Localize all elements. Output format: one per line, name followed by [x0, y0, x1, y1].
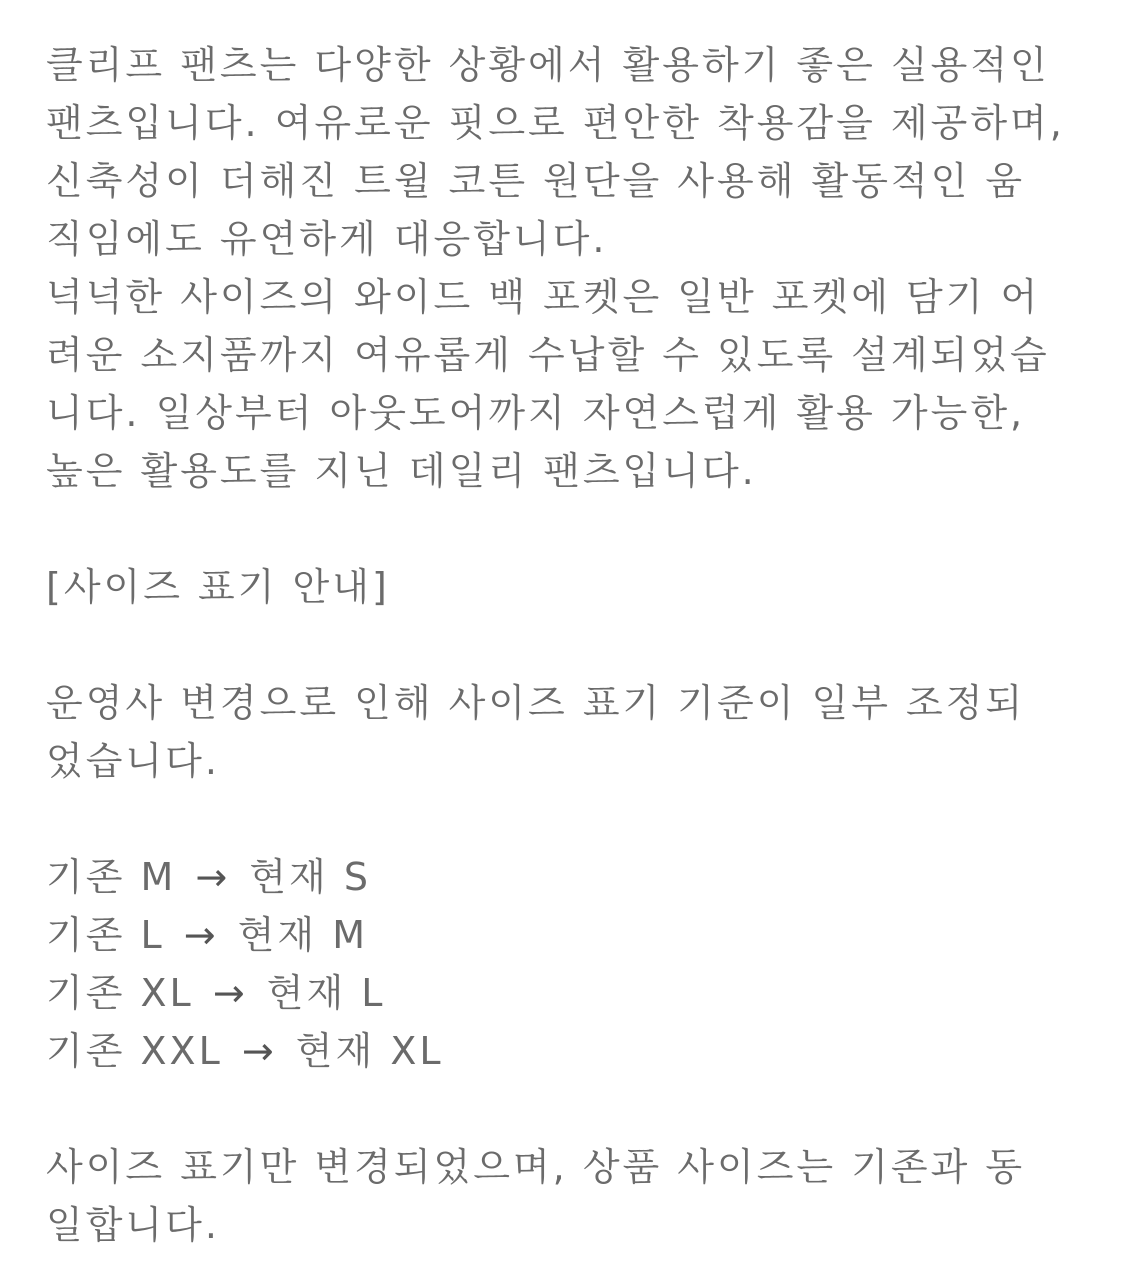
spacer [46, 500, 1106, 558]
after-label: 현재 [237, 913, 318, 957]
intro-line: 클리프 팬츠는 다양한 상황에서 활용하기 좋은 실용적인 [46, 43, 1050, 87]
size-notice-heading: [사이즈 표기 안내] [46, 565, 390, 609]
before-label: 기존 [46, 913, 126, 957]
spacer [46, 790, 1106, 848]
after-label: 현재 [249, 855, 329, 899]
before-label: 기존 [46, 1029, 126, 1073]
size-mapping-row [46, 964, 1106, 1022]
size-mapping-row [46, 848, 1106, 906]
before-size: XL [140, 971, 194, 1015]
size-change-line: 었습니다. [46, 739, 220, 783]
arrow-right-icon: → [241, 1029, 277, 1073]
intro-paragraph [46, 36, 1106, 500]
after-size: S [343, 855, 371, 899]
before-size: L [140, 913, 165, 957]
size-mapping-row [46, 906, 1106, 964]
arrow-right-icon: → [212, 971, 248, 1015]
intro-line: 높은 활용도를 지닌 데일리 팬츠입니다. [46, 449, 757, 493]
size-footer-line: 일합니다. [46, 1203, 220, 1247]
size-change-line: 운영사 변경으로 인해 사이즈 표기 기준이 일부 조정되 [46, 681, 1026, 725]
spacer [46, 616, 1106, 674]
intro-line: 니다. 일상부터 아웃도어까지 자연스럽게 활용 가능한, [46, 391, 1026, 435]
size-mapping-row [46, 1022, 1106, 1080]
after-size: M [332, 913, 369, 957]
after-size: XL [390, 1029, 444, 1073]
intro-line: 신축성이 더해진 트윌 코튼 원단을 사용해 활동적인 움 [46, 159, 1026, 203]
product-description [46, 36, 1106, 1254]
intro-line: 넉넉한 사이즈의 와이드 백 포켓은 일반 포켓에 담기 어 [46, 275, 1041, 319]
size-mapping-list [46, 848, 1106, 1080]
before-label: 기존 [46, 971, 126, 1015]
before-label: 기존 [46, 855, 126, 899]
before-size: M [140, 855, 177, 899]
arrow-right-icon: → [183, 913, 219, 957]
after-label: 현재 [295, 1029, 376, 1073]
arrow-right-icon: → [195, 855, 231, 899]
before-size: XXL [140, 1029, 223, 1073]
after-size: L [361, 971, 386, 1015]
size-footer-line: 사이즈 표기만 변경되었으며, 상품 사이즈는 기존과 동 [46, 1145, 1026, 1189]
size-change-paragraph [46, 674, 1106, 790]
after-label: 현재 [266, 971, 347, 1015]
spacer [46, 1080, 1106, 1138]
size-footer-paragraph [46, 1138, 1106, 1254]
intro-line: 직임에도 유연하게 대응합니다. [46, 217, 608, 261]
intro-line: 팬츠입니다. 여유로운 핏으로 편안한 착용감을 제공하며, [46, 101, 1065, 145]
intro-line: 려운 소지품까지 여유롭게 수납할 수 있도록 설계되었습 [46, 333, 1050, 377]
